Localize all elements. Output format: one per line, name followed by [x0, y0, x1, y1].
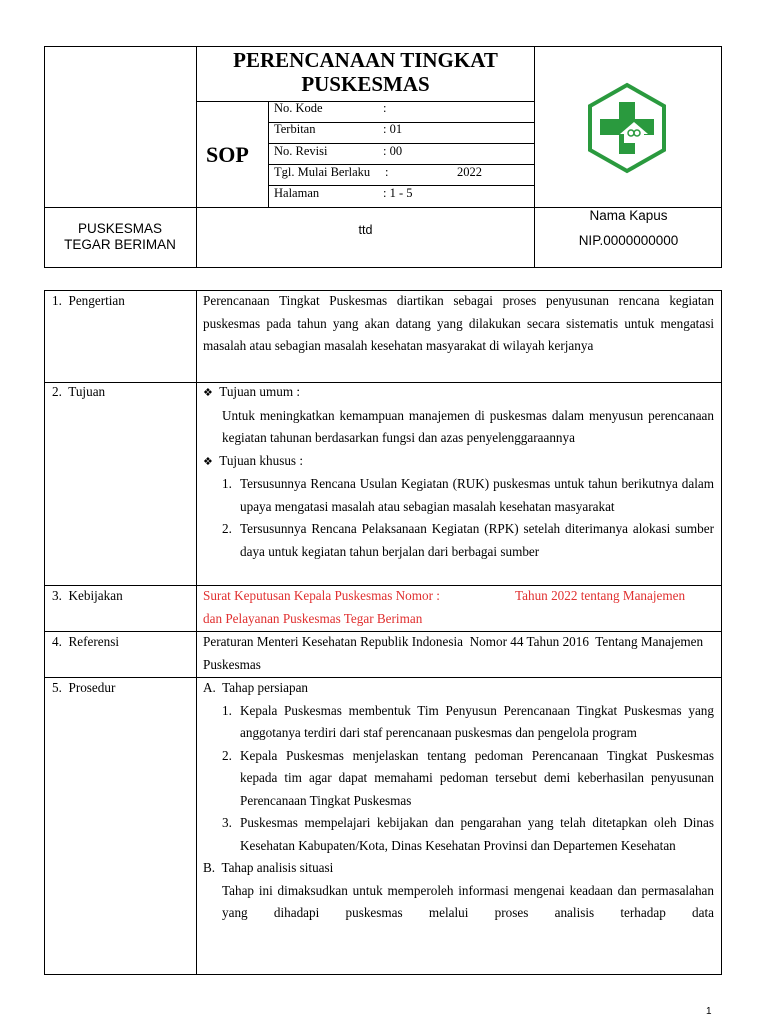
- title-line-2: PUSKESMAS: [301, 72, 430, 96]
- tujuan-khusus-label: Tujuan khusus :: [219, 452, 304, 468]
- puskesmas-logo-icon: [586, 82, 668, 174]
- list-item: 1. Tersusunnya Rencana Usulan Kegiatan (RUK) puskesmas untuk tahun berikutnya dalam upaya mengatasi masalah atau sebagian masalah kesehatan masyarakat: [222, 476, 714, 514]
- meta-value: : 00: [383, 144, 403, 158]
- head-name: Nama Kapus: [589, 208, 668, 223]
- kebijakan-line2: dan Pelayanan Puskesmas Tegar Beriman: [203, 611, 423, 626]
- meta-label: No. Kode: [274, 101, 323, 115]
- row-label-kebijakan: 3. Kebijakan: [52, 588, 123, 603]
- prosedur-a-label: A. Tahap persiapan: [203, 680, 309, 695]
- title-line-1: PERENCANAAN TINGKAT: [233, 48, 498, 72]
- prosedur-b-label: B. Tahap analisis situasi: [203, 860, 334, 875]
- document-title: [197, 48, 534, 96]
- row-label-prosedur: 5. Prosedur: [52, 680, 116, 695]
- puskesmas-logo: [586, 82, 668, 174]
- page-number: 1: [706, 1006, 712, 1017]
- prosedur-content: [203, 677, 714, 925]
- referensi-text: Peraturan Menteri Kesehatan Republik Indonesia Nomor 44 Tahun 2016 Tentang Manajemen Puskesmas: [203, 634, 707, 672]
- content-divider: [196, 290, 197, 975]
- header-divider: [268, 101, 269, 208]
- list-item: 1. Kepala Puskesmas membentuk Tim Penyusun Perencanaan Tingkat Puskesmas yang anggotanya terdiri dari staf perencanaan puskesmas dan pengelola program: [222, 702, 714, 740]
- prosedur-b-text: Tahap ini dimaksudkan untuk memperoleh informasi mengenai keadaan dan permasalahan yang dihadapi puskesmas melalui proses analisis terhadap data: [222, 882, 714, 920]
- diamond-bullet-icon: ❖: [203, 454, 213, 468]
- row-label-pengertian: 1. Pengertian: [52, 293, 125, 308]
- diamond-bullet-icon: ❖: [203, 386, 213, 399]
- meta-value: : 01: [383, 122, 403, 136]
- kebijakan-part2: Tahun 2022 tentang Manajemen: [515, 588, 686, 603]
- tujuan-content: [203, 381, 714, 563]
- org-line-2: TEGAR BERIMAN: [64, 237, 176, 252]
- row-label-referensi: 4. Referensi: [52, 634, 120, 649]
- head-nip: NIP.0000000000: [578, 233, 679, 248]
- org-line-1: PUSKESMAS: [77, 221, 163, 236]
- list-item: 2. Tersusunnya Rencana Pelaksanaan Kegiatan (RPK) setelah diterimanya alokasi sumber daya untuk kegiatan tahun berjalan dari berbagai sumber: [222, 521, 714, 559]
- row-label-tujuan: 2. Tujuan: [52, 384, 106, 399]
- meta-value: :: [383, 101, 387, 115]
- kebijakan-part1: Surat Keputusan Kepala Puskesmas Nomor :: [203, 588, 440, 603]
- meta-label: Halaman: [274, 186, 320, 200]
- tujuan-umum-text: Untuk meningkatkan kemampuan manajemen di puskesmas dalam menyusun perencanaan kegiatan tahunan berdasarkan fungsi dan azas penyelenggaraannya: [222, 407, 714, 445]
- list-item: 2. Kepala Puskesmas menjelaskan tentang pedoman Perencanaan Tingkat Puskesmas kepada tim agar dapat memahami pedoman tersebut demi keberhasilan penyusunan Perencanaan Tingkat Puskesmas: [222, 747, 714, 808]
- meta-value: : 1 - 5: [383, 186, 413, 200]
- meta-year: 2022: [457, 165, 482, 179]
- pengertian-text: Perencanaan Tingkat Puskesmas diartikan sebagai proses penyusunan rencana kegiatan puskesmas pada tahun yang akan datang yang dilakukan secara sistematis untuk mengatasi masalah atau sebagian masalah kesehatan masyarakat di wilayah kerjanya: [203, 293, 714, 353]
- meta-label: Terbitan: [274, 122, 316, 136]
- list-item: 3. Puskesmas mempelajari kebijakan dan pengarahan yang telah ditetapkan oleh Dinas Kesehatan Kabupaten/Kota, Dinas Kesehatan Provinsi dan Departemen Kesehatan: [222, 815, 714, 853]
- meta-label: Tgl. Mulai Berlaku: [274, 165, 371, 179]
- meta-label: No. Revisi: [274, 144, 328, 158]
- sop-label: SOP: [206, 142, 249, 167]
- signature-ttd: ttd: [358, 223, 373, 237]
- organization-name: [44, 221, 196, 253]
- tujuan-umum-label: Tujuan umum :: [219, 384, 301, 399]
- header-divider: [196, 101, 534, 102]
- meta-value: :: [385, 165, 389, 179]
